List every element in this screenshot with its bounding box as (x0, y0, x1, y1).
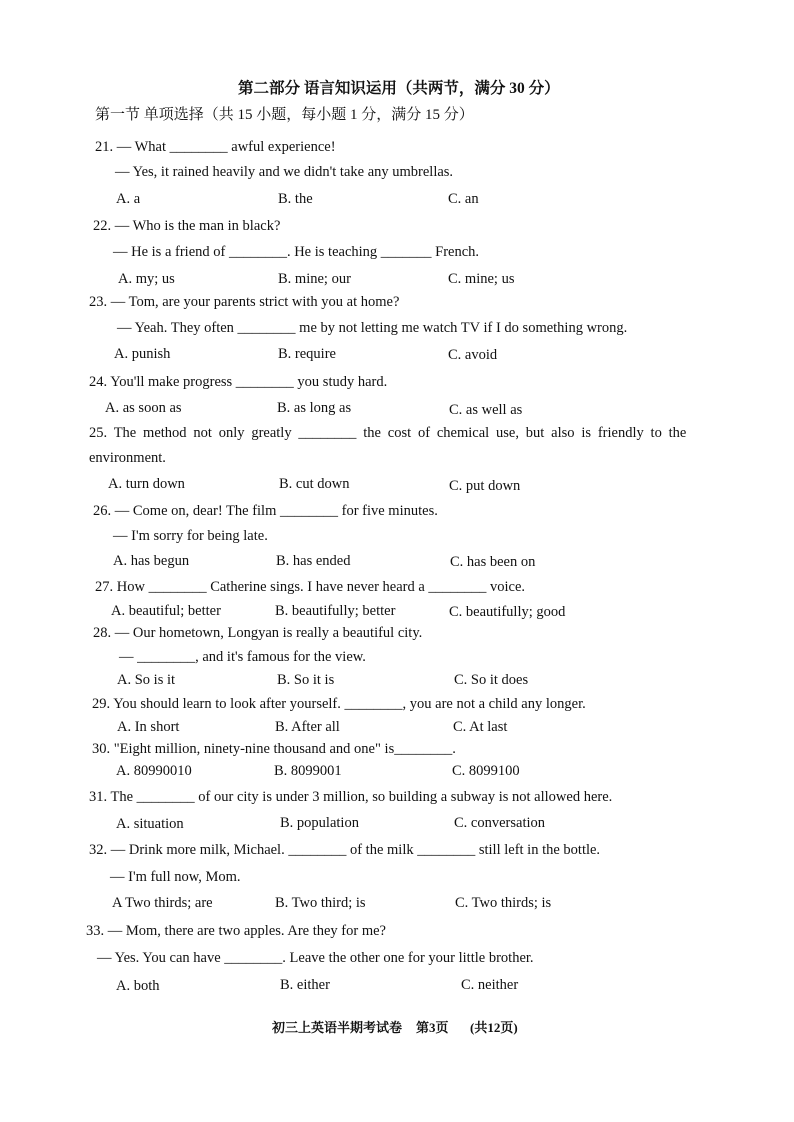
question-30-option-b: B. 8099001 (274, 763, 342, 779)
question-22-line-1: 22. — Who is the man in black? (93, 218, 281, 234)
footer-page-number: 第3页 (416, 1020, 449, 1035)
question-21-line-2: — Yes, it rained heavily and we didn't take any umbrellas. (115, 164, 454, 180)
question-22-line-2: — He is a friend of ________. He is teaching _______ French. (113, 244, 480, 260)
question-23-option-c: C. avoid (448, 347, 498, 363)
question-33-option-b: B. either (280, 977, 330, 993)
question-27-option-b: B. beautifully; better (275, 603, 396, 619)
question-29-option-c: C. At last (453, 719, 508, 735)
question-26-line-1: 26. — Come on, dear! The film ________ for five minutes. (93, 503, 438, 519)
question-27-option-a: A. beautiful; better (111, 603, 221, 619)
question-24-option-c: C. as well as (449, 402, 523, 418)
question-26-option-a: A. has begun (113, 553, 190, 569)
question-30-option-a: A. 80990010 (116, 763, 192, 779)
question-21-line-1: 21. — What ________ awful experience! (95, 139, 336, 155)
question-23-option-a: A. punish (114, 346, 171, 362)
question-25-line-1: 25. The method not only greatly ________ the cost of chemical use, but also is friendly to the (89, 425, 687, 441)
question-29-line-1: 29. You should learn to look after yourself. ________, you are not a child any longer. (92, 696, 586, 712)
question-28-option-a: A. So is it (117, 672, 176, 688)
question-28-line-1: 28. — Our hometown, Longyan is really a beautiful city. (93, 625, 423, 641)
question-33-option-c: C. neither (461, 977, 519, 993)
question-24-option-b: B. as long as (277, 400, 352, 416)
part-title: 第二部分 语言知识运用（共两节，满分 30 分） (238, 80, 560, 97)
question-23-option-b: B. require (278, 346, 336, 362)
question-21-option-c: C. an (448, 191, 479, 207)
question-32-option-c: C. Two thirds; is (455, 895, 552, 911)
question-28-line-2: — ________, and it's famous for the view. (119, 649, 366, 665)
question-27-line-1: 27. How ________ Catherine sings. I have never heard a ________ voice. (95, 579, 526, 595)
question-31-option-c: C. conversation (454, 815, 546, 831)
question-31-option-a: A. situation (116, 816, 184, 832)
question-31-option-b: B. population (280, 815, 359, 831)
question-23-line-1: 23. — Tom, are your parents strict with you at home? (89, 294, 400, 310)
question-22-option-a: A. my; us (118, 271, 175, 287)
question-28-option-b: B. So it is (277, 672, 335, 688)
question-26-line-2: — I'm sorry for being late. (113, 528, 268, 544)
question-33-line-1: 33. — Mom, there are two apples. Are they for me? (86, 923, 386, 939)
question-24-option-a: A. as soon as (105, 400, 182, 416)
question-29-option-a: A. In short (117, 719, 180, 735)
question-21-option-a: A. a (116, 191, 141, 207)
question-21-option-b: B. the (278, 191, 313, 207)
question-30-line-1: 30. "Eight million, ninety-nine thousand and one" is________. (92, 741, 456, 757)
footer-total-pages: (共12页) (470, 1020, 518, 1035)
question-32-option-b: B. Two third; is (275, 895, 366, 911)
question-25-option-a: A. turn down (108, 476, 185, 492)
question-26-option-c: C. has been on (450, 554, 536, 570)
footer-exam-name: 初三上英语半期考试卷 (272, 1020, 403, 1035)
question-31-line-1: 31. The ________ of our city is under 3 million, so building a subway is not allowed here. (89, 789, 613, 805)
question-30-option-c: C. 8099100 (452, 763, 520, 779)
question-29-option-b: B. After all (275, 719, 340, 735)
question-33-line-2: — Yes. You can have ________. Leave the other one for your little brother. (97, 950, 534, 966)
section-title: 第一节 单项选择（共 15 小题，每小题 1 分，满分 15 分） (95, 107, 474, 123)
question-27-option-c: C. beautifully; good (449, 604, 566, 620)
question-23-line-2: — Yeah. They often ________ me by not letting me watch TV if I do something wrong. (117, 320, 628, 336)
question-24-line-1: 24. You'll make progress ________ you study hard. (89, 374, 388, 390)
question-33-option-a: A. both (116, 978, 160, 994)
question-25-line-2: environment. (89, 450, 166, 466)
question-22-option-b: B. mine; our (278, 271, 351, 287)
question-25-option-b: B. cut down (279, 476, 350, 492)
question-32-line-2: — I'm full now, Mom. (110, 869, 241, 885)
question-25-option-c: C. put down (449, 478, 521, 494)
question-22-option-c: C. mine; us (448, 271, 515, 287)
question-26-option-b: B. has ended (276, 553, 351, 569)
question-32-line-1: 32. — Drink more milk, Michael. ________ of the milk ________ still left in the bottle. (89, 842, 601, 858)
question-32-option-a: A Two thirds; are (112, 895, 213, 911)
question-28-option-c: C. So it does (454, 672, 529, 688)
